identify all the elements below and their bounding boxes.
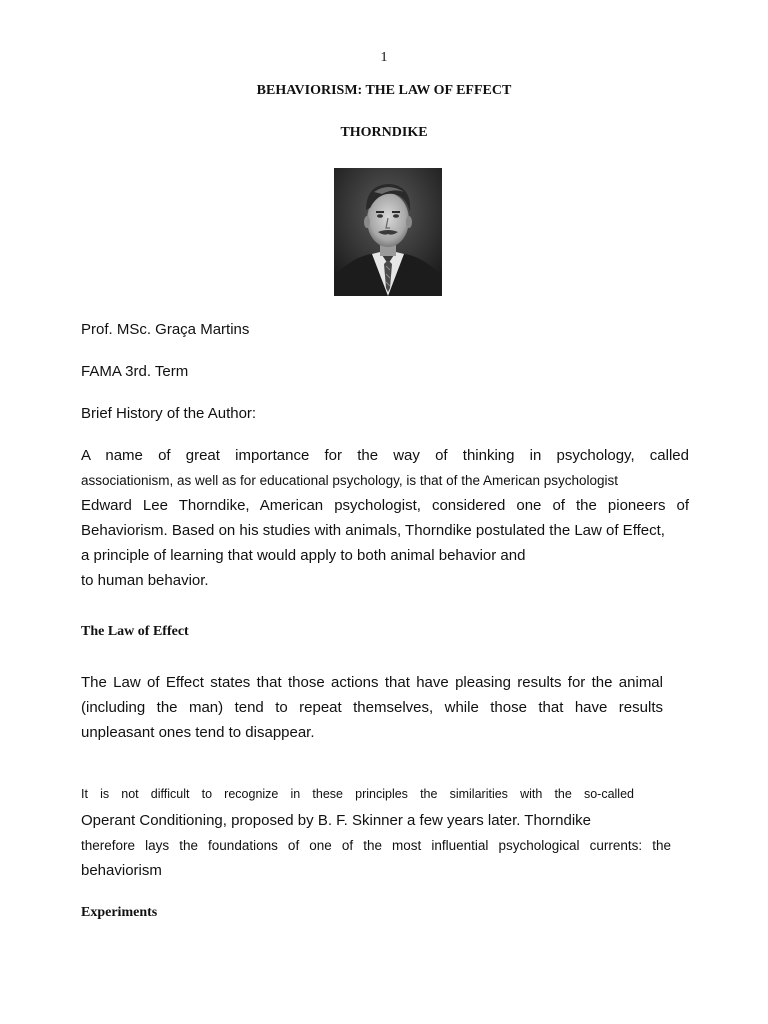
author-line: Prof. MSc. Graça Martins: [81, 321, 250, 338]
skinner-paragraph-cont: [81, 808, 591, 833]
document-title: BEHAVIORISM: THE LAW OF EFFECT: [256, 83, 512, 98]
intro-paragraph: [81, 443, 689, 593]
portrait-photo: [334, 168, 442, 296]
course-line: FAMA 3rd. Term: [81, 363, 189, 380]
page-number: 1: [380, 50, 388, 65]
skinner-line: Operant Conditioning, proposed by B. F. Skinner a few years later. Thorndike: [81, 812, 592, 829]
document-subtitle: THORNDIKE: [340, 125, 428, 140]
skinner-line: therefore lays the foundations of one of the most influential psychological currents: the: [81, 838, 671, 853]
intro-line: a principle of learning that would apply to both animal behavior and: [81, 547, 526, 564]
man-portrait-icon: [334, 168, 442, 296]
law-line: The Law of Effect states that those actions that have pleasing results for the animal: [81, 674, 663, 691]
intro-line: Edward Lee Thorndike, American psychologist, considered one of the pioneers of: [81, 497, 689, 514]
skinner-paragraph: [81, 782, 634, 807]
intro-line: associationism, as well as for educational psychology, is that of the American psychologist: [81, 473, 619, 488]
law-heading: The Law of Effect: [81, 624, 189, 639]
skinner-line: It is not difficult to recognize in these principles the similarities with the so-called: [81, 787, 634, 801]
intro-line: Behaviorism. Based on his studies with animals, Thorndike postulated the Law of Effect,: [81, 522, 665, 539]
skinner-paragraph-cont2: [81, 833, 671, 883]
law-paragraph: [81, 670, 663, 745]
intro-line: A name of great importance for the way of thinking in psychology, called: [81, 447, 689, 464]
experiments-heading: Experiments: [81, 905, 158, 920]
intro-line: to human behavior.: [81, 572, 209, 589]
law-line: (including the man) tend to repeat themselves, while those that have results: [81, 699, 663, 716]
history-heading: Brief History of the Author:: [81, 405, 257, 422]
skinner-line: behaviorism: [81, 862, 162, 879]
law-line: unpleasant ones tend to disappear.: [81, 724, 315, 741]
